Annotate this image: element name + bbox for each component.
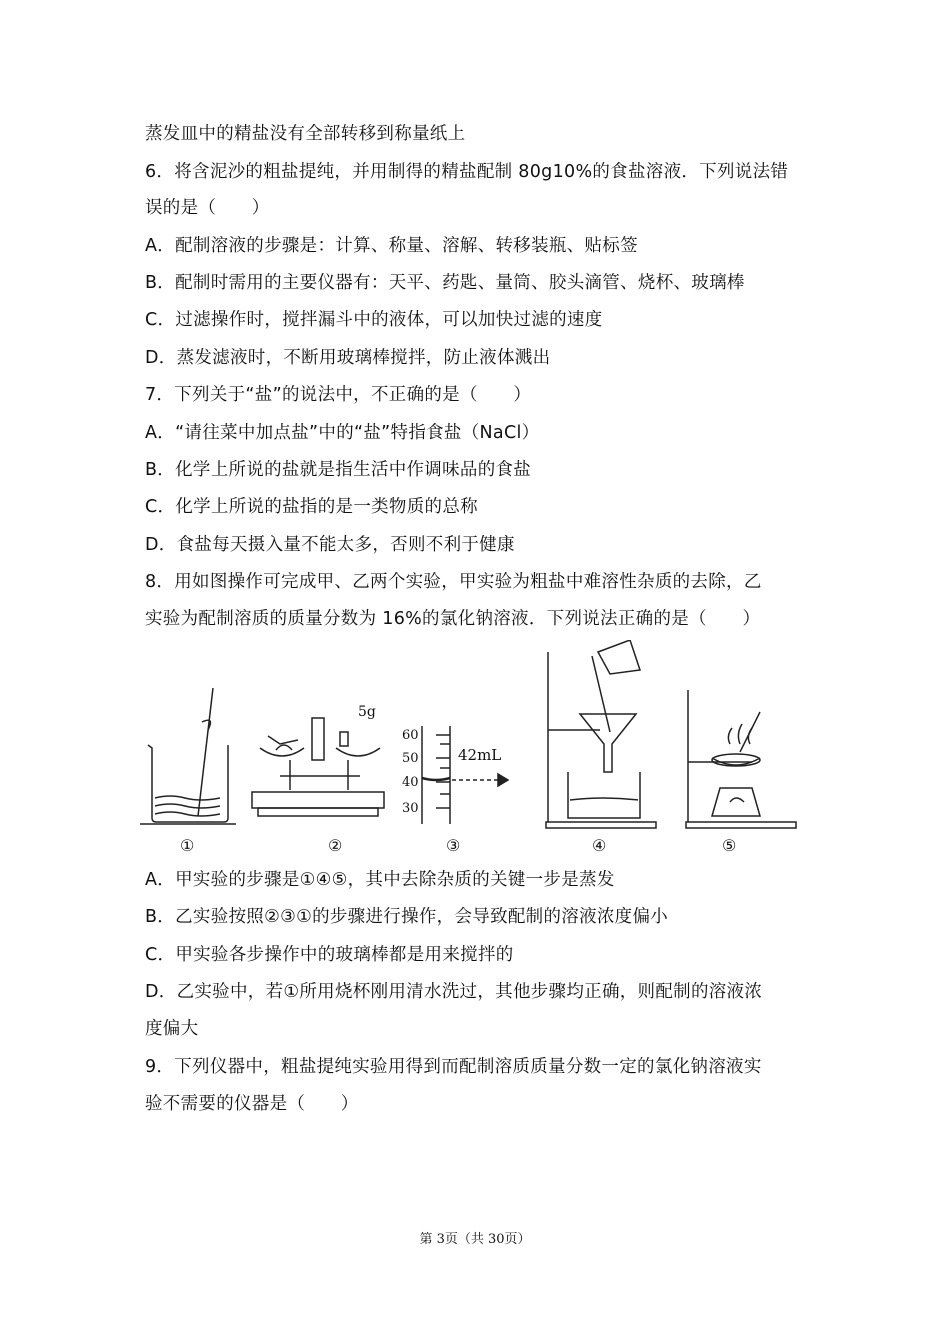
question-9-stem-cont: 验不需要的仪器是（ ） (145, 1094, 359, 1114)
cylinder-reading-label: 42mL (458, 746, 502, 764)
apparatus-figure (140, 640, 820, 860)
beaker-stirring-drawing (140, 688, 236, 824)
question-6-option-c: C．过滤操作时，搅拌漏斗中的液体，可以加快过滤的速度 (145, 310, 603, 330)
text-line-1: 蒸发皿中的精盐没有全部转移到称量纸上 (145, 124, 466, 144)
figure-label-5: ⑤ (722, 836, 737, 855)
page-footer: 第 3页（共 30页） (419, 1232, 531, 1247)
balance-drawing (252, 718, 384, 816)
cylinder-tick-30: 30 (402, 801, 419, 816)
cylinder-tick-40: 40 (402, 775, 419, 790)
balance-mass-label: 5g (358, 704, 376, 720)
cylinder-tick-50: 50 (402, 751, 419, 766)
question-6-option-b: B．配制时需用的主要仪器有：天平、药匙、量筒、胶头滴管、烧杯、玻璃棒 (145, 273, 745, 293)
figure-label-4: ④ (592, 836, 607, 855)
question-9-stem: 9．下列仪器中，粗盐提纯实验用得到而配制溶质质量分数一定的氯化钠溶液实 (145, 1057, 762, 1077)
apparatus-drawing (140, 640, 820, 860)
question-6-option-d: D．蒸发滤液时，不断用玻璃棒搅拌，防止液体溅出 (145, 348, 551, 368)
question-8-stem: 8．用如图操作可完成甲、乙两个实验，甲实验为粗盐中难溶性杂质的去除，乙 (145, 572, 762, 592)
question-6-stem: 6．将含泥沙的粗盐提纯，并用制得的精盐配制 80g10%的食盐溶液．下列说法错 (145, 162, 789, 182)
question-8-option-c: C．甲实验各步操作中的玻璃棒都是用来搅拌的 (145, 945, 514, 965)
cylinder-tick-60: 60 (402, 728, 419, 743)
question-7-option-a: A．“请往菜中加点盐”中的“盐”特指食盐（NaCl） (145, 423, 540, 443)
question-8-option-b: B．乙实验按照②③①的步骤进行操作，会导致配制的溶液浓度偏小 (145, 907, 669, 927)
evaporation-drawing (686, 690, 796, 828)
question-8-option-a: A．甲实验的步骤是①④⑤，其中去除杂质的关键一步是蒸发 (145, 870, 615, 890)
question-8-stem-cont: 实验为配制溶质的质量分数为 16%的氯化钠溶液．下列说法正确的是（ ） (145, 609, 761, 629)
question-8-option-d-cont: 度偏大 (145, 1019, 199, 1039)
question-6-stem-cont: 误的是（ ） (145, 198, 270, 218)
filtration-drawing (546, 640, 656, 828)
question-7-stem: 7．下列关于“盐”的说法中，不正确的是（ ） (145, 385, 532, 405)
cylinder-drawing (422, 726, 508, 824)
question-6-option-a: A．配制溶液的步骤是：计算、称量、溶解、转移装瓶、贴标签 (145, 236, 638, 256)
question-7-option-b: B．化学上所说的盐就是指生活中作调味品的食盐 (145, 460, 532, 480)
question-7-option-c: C．化学上所说的盐指的是一类物质的总称 (145, 497, 478, 517)
question-7-option-d: D．食盐每天摄入量不能太多，否则不利于健康 (145, 535, 515, 555)
question-8-option-d: D．乙实验中，若①所用烧杯刚用清水洗过，其他步骤均正确，则配制的溶液浓 (145, 982, 763, 1002)
figure-label-2: ② (328, 836, 343, 855)
figure-label-3: ③ (446, 836, 461, 855)
figure-label-1: ① (180, 836, 195, 855)
